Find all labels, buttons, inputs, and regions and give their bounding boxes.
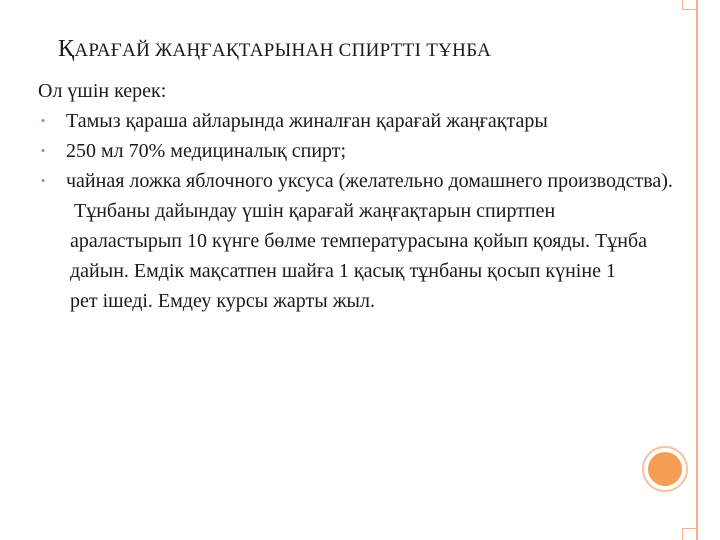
bullet-icon: • [40,113,46,128]
orange-dot-icon [648,452,682,486]
list-item-text: 250 мл 70% медициналық спирт; [66,140,347,162]
list-item-text: чайная ложка яблочного уксуса (желательно домашнего производства). [66,170,673,192]
intro-text: Ол үшін керек: [38,80,167,102]
list-item [38,106,678,136]
frame-top-corner [682,0,698,10]
list-item [38,166,678,196]
bullet-icon: • [40,143,46,158]
slide-title [58,36,491,63]
decorative-circle-icon [642,446,688,492]
title-initial: Қ [58,36,75,62]
slide-content [38,76,678,316]
list-item [38,136,678,166]
ingredient-list [38,106,678,196]
list-item-text: Тамыз қараша айларында жиналған қарағай жаңғақтары [66,110,548,132]
title-text: АРАҒАЙ ЖАҢҒАҚТАРЫНАН СПИРТТІ ТҰНБА [74,40,492,61]
instructions-paragraph: Тұнбаны дайындау үшін қарағай жаңғақтарын спиртпен араластырып 10 күнге бөлме температурасына қойып қояды. Тұнба дайын. Емдік мақсатпен шайға 1 қасық тұнбаны қосып күніне 1 рет ішеді. Емдеу курсы жарты жыл. [70,200,648,312]
frame-bottom-corner [682,528,698,540]
bullet-icon: • [40,173,46,188]
